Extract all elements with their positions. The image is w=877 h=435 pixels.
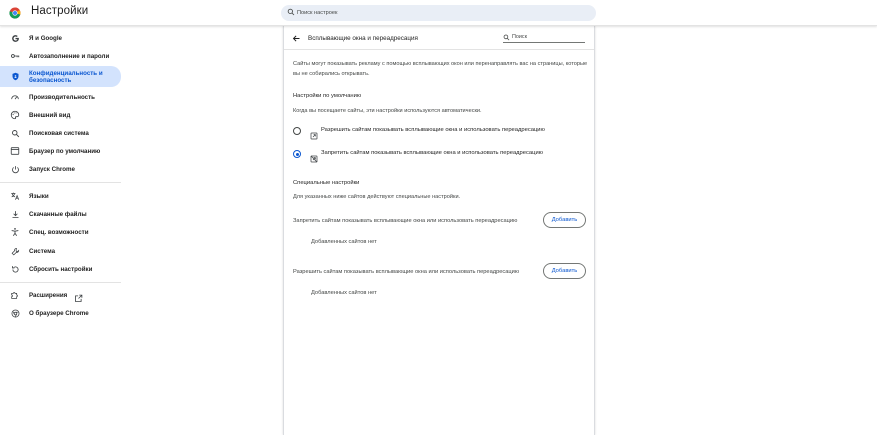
translate-icon (10, 191, 20, 201)
block-popups-label: Запретить сайтам показывать всплывающие окна и использовать переадресацию (321, 150, 544, 156)
chrome-icon (10, 308, 20, 318)
sidebar-item-label: Автозаполнение и пароли (29, 52, 110, 60)
panel-header (284, 26, 594, 50)
sidebar-item-accessibility[interactable] (0, 222, 121, 242)
block-popups-option[interactable] (293, 149, 583, 161)
default-section-subtitle: Когда вы посещаете сайты, эти настройки используются автоматически. (293, 108, 482, 114)
settings-panel (283, 26, 595, 435)
accessibility-icon (10, 227, 20, 237)
chrome-logo-icon (9, 7, 21, 19)
wrench-icon (10, 246, 20, 256)
sidebar-divider (0, 282, 121, 283)
allow-list-label: Разрешить сайтам показывать всплывающие окна или использовать переадресацию (293, 269, 520, 275)
page-search[interactable] (503, 33, 585, 43)
sidebar-item-you-and-google[interactable] (0, 28, 121, 48)
sidebar-item-label: Поисковая система (29, 129, 89, 137)
palette-icon (10, 110, 20, 120)
sidebar-item-label: Языки (29, 192, 49, 200)
popup-open-icon (310, 127, 318, 135)
sidebar-item-search-engine[interactable] (0, 123, 121, 143)
sidebar-item-languages[interactable] (0, 186, 121, 206)
sidebar-item-default-browser[interactable] (0, 141, 121, 161)
sidebar-divider (0, 182, 121, 183)
settings-search-input[interactable] (297, 7, 587, 19)
search-icon (10, 128, 20, 138)
sidebar-item-label: Сбросить настройки (29, 265, 93, 273)
power-icon (10, 164, 20, 174)
sidebar-item-on-startup[interactable] (0, 159, 121, 179)
key-icon (10, 51, 20, 61)
app-title: Настройки (31, 5, 89, 17)
sidebar-item-privacy[interactable] (0, 66, 121, 87)
search-icon (287, 8, 295, 16)
google-icon (10, 33, 20, 43)
top-bar (0, 0, 877, 26)
sidebar-item-performance[interactable] (0, 87, 121, 107)
default-section-title: Настройки по умолчанию (293, 93, 362, 99)
custom-section-subtitle: Для указанных ниже сайтов действуют специальные настройки. (293, 194, 461, 200)
blocked-empty-note: Добавленных сайтов нет (311, 239, 377, 245)
sidebar-item-label: Производительность (29, 93, 95, 101)
radio-block[interactable] (293, 150, 301, 158)
open-in-new-icon (74, 290, 83, 299)
radio-allow[interactable] (293, 127, 301, 135)
page-search-input[interactable] (512, 33, 582, 41)
sidebar-item-downloads[interactable] (0, 204, 121, 224)
sidebar-item-system[interactable] (0, 241, 121, 261)
sidebar-item-reset[interactable] (0, 259, 121, 279)
sidebar-item-label: Система (29, 247, 56, 255)
add-blocked-site-button[interactable]: Добавить (543, 212, 586, 228)
sidebar-item-label: Запуск Chrome (29, 165, 75, 173)
allowed-empty-note: Добавленных сайтов нет (311, 290, 377, 296)
settings-search[interactable] (281, 5, 596, 21)
sidebar (0, 26, 121, 435)
allow-popups-label: Разрешить сайтам показывать всплывающие окна и использовать переадресацию (321, 127, 545, 133)
allow-popups-option[interactable] (293, 126, 583, 138)
sidebar-item-extensions[interactable] (0, 285, 121, 305)
sidebar-item-autofill[interactable] (0, 46, 121, 66)
arrow-back-icon (292, 34, 301, 43)
sidebar-item-label: Скачанные файлы (29, 210, 87, 218)
page-description: Сайты могут показывать рекламу с помощью всплывающих окон или перенаправлять вас на страницы, которые вы не собирались открывать. (293, 61, 588, 77)
search-icon (503, 34, 510, 41)
sidebar-item-label: О браузере Chrome (29, 309, 89, 317)
sidebar-item-label: Спец. возможности (29, 228, 89, 236)
sidebar-item-appearance[interactable] (0, 105, 121, 125)
shield-icon (10, 72, 20, 82)
sidebar-item-label: Внешний вид (29, 111, 71, 119)
page-title: Всплывающие окна и переадресация (308, 35, 418, 42)
custom-section-title: Специальные настройки (293, 180, 360, 186)
sidebar-item-label: Я и Google (29, 34, 63, 42)
add-allowed-site-button[interactable]: Добавить (543, 263, 586, 279)
speedometer-icon (10, 92, 20, 102)
download-icon (10, 209, 20, 219)
sidebar-item-label: Конфиденциальность и безопасность (29, 69, 103, 84)
browser-window-icon (10, 146, 20, 156)
puzzle-icon (10, 290, 20, 300)
popup-blocked-icon (310, 150, 318, 158)
reset-icon (10, 264, 20, 274)
block-list-label: Запретить сайтам показывать всплывающие окна или использовать переадресацию (293, 218, 518, 224)
back-button[interactable] (290, 32, 302, 44)
sidebar-item-label: Расширения (29, 291, 68, 299)
sidebar-item-label: Браузер по умолчанию (29, 147, 101, 155)
sidebar-item-about-chrome[interactable] (0, 303, 121, 323)
